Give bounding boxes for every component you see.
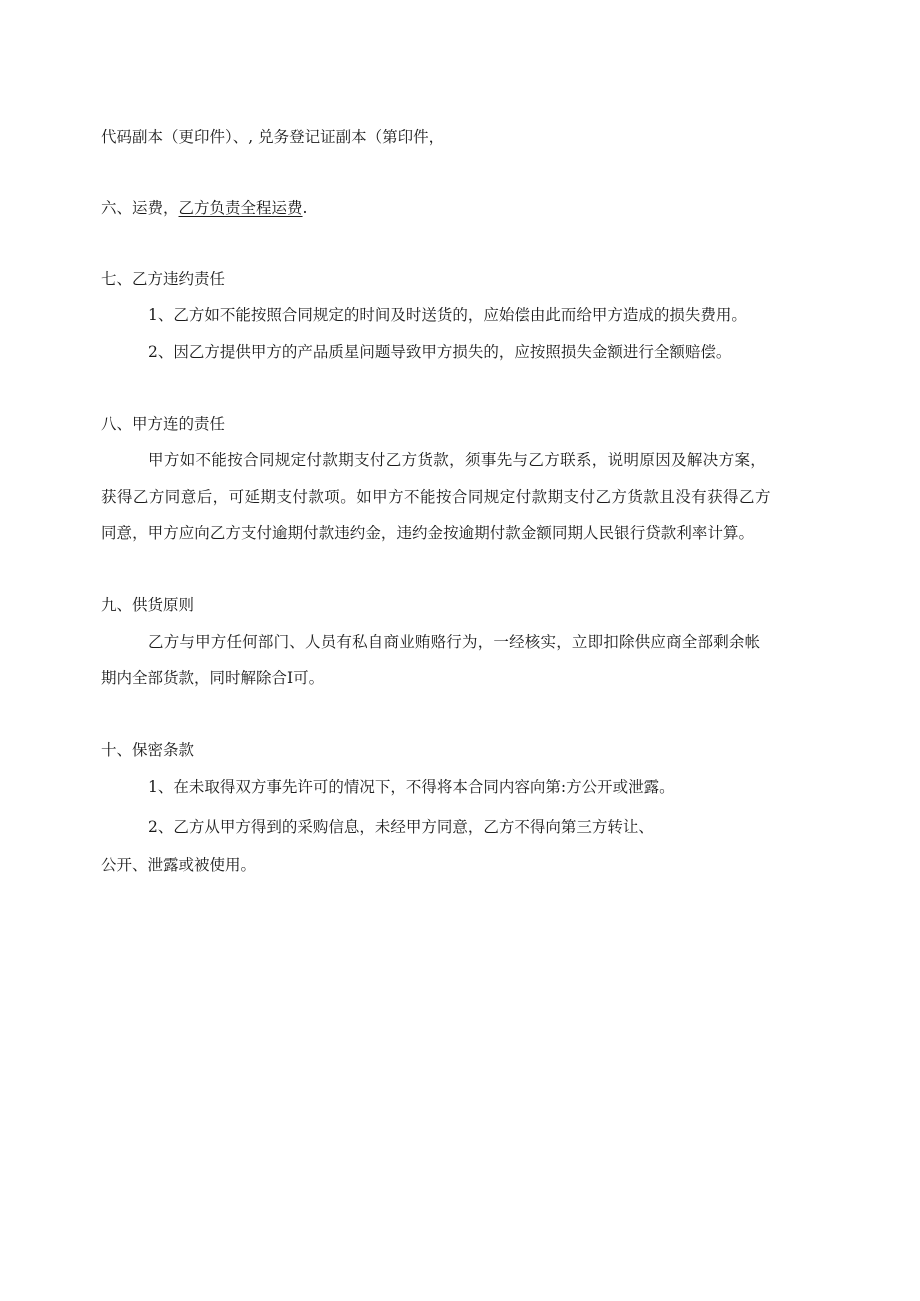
section-7-item: 1、乙方如不能按照合同规定的时间及时送货的，应始偿由此而给甲方造成的损失费用。: [148, 306, 747, 324]
section-8-line: 获得乙方同意后，可延期支付款项。如甲方不能按合同规定付款期支付乙方货款且没有获得乙方: [101, 488, 771, 506]
section-10-item: 2、乙方从甲方得到的采购信息，未经甲方同意，乙方不得向第三方转让、: [148, 818, 654, 836]
section-8-heading: 八、甲方连的责任: [101, 415, 226, 433]
section-9-line: 乙方与甲方任何部门、人员有私自商业贿赂行为，一经核实，立即扣除供应商全部剩余帐: [148, 633, 761, 651]
section-6-suffix: .: [302, 199, 308, 217]
text-line: 代码副本（更印件）、, 兑务登记证副本（第印件，: [101, 128, 445, 146]
section-6-line: [101, 198, 307, 218]
section-6-prefix: 六、运费，: [101, 199, 179, 217]
section-10-continuation: 公开、泄露或被使用。: [101, 856, 257, 874]
section-7-heading: 七、乙方违约责任: [101, 270, 226, 288]
section-9-heading: 九、供货原则: [101, 596, 195, 614]
section-8-line: 同意，甲方应向乙方支付逾期付款违约金，违约金按逾期付款金额同期人民银行贷款利率计算。: [101, 524, 755, 542]
section-10-item: 1、在未取得双方事先许可的情况下，不得将本合同内容向第:方公开或泄露。: [148, 778, 675, 796]
section-8-line: 甲方如不能按合同规定付款期支付乙方货款，须事先与乙方联系，说明原因及解决方案，: [148, 451, 767, 469]
section-7-item: 2、因乙方提供甲方的产品质星问题导致甲方损失的，应按照损失金额进行全额赔偿。: [148, 343, 732, 361]
section-10-heading: 十、保密条款: [101, 741, 195, 759]
section-6-underlined-text: 乙方负责全程运费: [178, 199, 303, 217]
section-9-line: 期内全部货款，同时解除合I可。: [101, 669, 325, 687]
